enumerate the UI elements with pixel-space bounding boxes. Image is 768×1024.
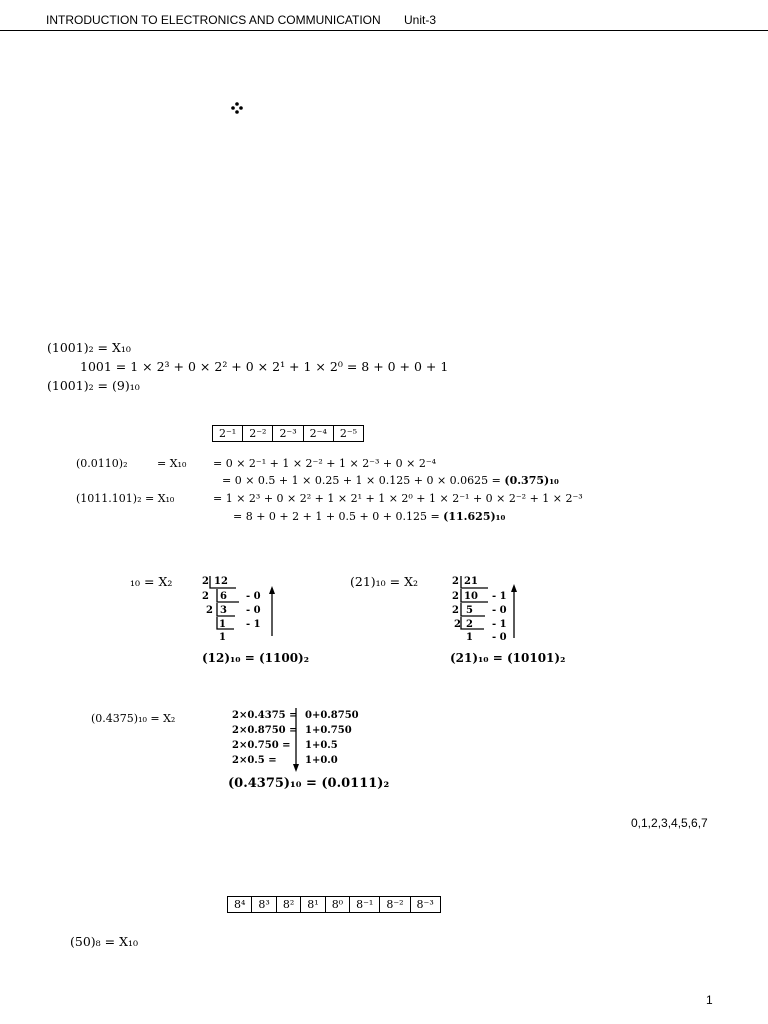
- div12-remainder: - 1: [246, 619, 261, 630]
- div21-figure: [448, 574, 566, 668]
- power-cell: 2⁻⁵: [333, 426, 363, 442]
- div21-quotient: 2: [466, 619, 473, 630]
- div21-remainder: - 1: [492, 591, 507, 602]
- div21-divisor: 2: [452, 576, 459, 587]
- div12-quotient: 1: [219, 619, 226, 630]
- fracconv-result-step: 1+0.750: [305, 725, 352, 736]
- diamond-bullet-icon: [231, 99, 243, 118]
- div12-quotient: 1: [219, 632, 226, 643]
- frac-b-rhs2: [233, 510, 505, 523]
- div21-label: (21)₁₀ = X₂: [350, 574, 419, 589]
- div12-label: ₁₀ = X₂: [130, 574, 173, 589]
- frac-a-rhs1: = 0 × 2⁻¹ + 1 × 2⁻² + 1 × 2⁻³ + 0 × 2⁻⁴: [213, 457, 437, 470]
- header-rule: [0, 30, 768, 31]
- power-cell: 2⁻⁴: [303, 426, 333, 442]
- div21-divisor: 2: [452, 591, 459, 602]
- fractional-powers-table: [212, 425, 364, 442]
- octal-power-cell: 8⁻³: [410, 897, 440, 913]
- div21-divisor: 2: [452, 605, 459, 616]
- frac-a-eq: = X₁₀: [157, 457, 187, 470]
- div12-remainder: - 0: [246, 591, 261, 602]
- div12-remainder: - 0: [246, 605, 261, 616]
- div21-quotient: 21: [464, 576, 478, 587]
- octal-power-cell: 8²: [276, 897, 300, 913]
- binary-example-line1: (1001)₂ = X₁₀: [47, 340, 131, 355]
- octal-powers-table: [227, 896, 441, 913]
- fracconv-step: 2×0.750 =: [232, 740, 291, 751]
- power-cell: 2⁻²: [243, 426, 273, 442]
- fracconv-result-step: 1+0.0: [305, 755, 338, 766]
- page-number: 1: [706, 993, 713, 1007]
- frac-a-rhs2-text: = 0 × 0.5 + 1 × 0.25 + 1 × 0.125 + 0 × 0.0625 =: [222, 474, 505, 487]
- div21-quotient: 1: [466, 632, 473, 643]
- div12-divisor: 2: [206, 605, 213, 616]
- power-cell: 2⁻¹: [213, 426, 243, 442]
- octal-power-cell: 8⁴: [228, 897, 252, 913]
- div21-quotient: 5: [466, 605, 473, 616]
- fracconv-result-step: 0+0.8750: [305, 710, 359, 721]
- fracconv-step: 2×0.5 =: [232, 755, 277, 766]
- binary-example-line3: (1001)₂ = (9)₁₀: [47, 378, 140, 393]
- div12-quotient: 12: [214, 576, 228, 587]
- div21-result: (21)₁₀ = (10101)₂: [450, 651, 566, 665]
- octal-power-cell: 8⁰: [325, 897, 349, 913]
- frac-a-lhs: (0.0110)₂: [76, 457, 128, 470]
- octal-digits: 0,1,2,3,4,5,6,7: [631, 816, 708, 830]
- octal-power-cell: 8³: [252, 897, 276, 913]
- octal-power-cell: 8⁻²: [380, 897, 410, 913]
- fracconv-step: 2×0.8750 =: [232, 725, 298, 736]
- div12-divisor: 2: [202, 576, 209, 587]
- div12-divisor: 2: [202, 591, 209, 602]
- fracconv-result: (0.4375)₁₀ = (0.0111)₂: [228, 776, 390, 791]
- octal-power-cell: 8⁻¹: [350, 897, 380, 913]
- doc-header-title: INTRODUCTION TO ELECTRONICS AND COMMUNICATION: [46, 13, 381, 27]
- octal-example: (50)₈ = X₁₀: [70, 934, 139, 949]
- fracconv-figure: [228, 706, 390, 800]
- div12-quotient: 6: [220, 591, 227, 602]
- fracconv-result-step: 1+0.5: [305, 740, 338, 751]
- div21-remainder: - 0: [492, 632, 507, 643]
- div12-quotient: 3: [220, 605, 227, 616]
- fracconv-label: (0.4375)₁₀ = X₂: [91, 712, 176, 725]
- div12-result: (12)₁₀ = (1100)₂: [202, 651, 309, 665]
- frac-a-result: (0.375)₁₀: [504, 474, 559, 487]
- frac-b-rhs1: = 1 × 2³ + 0 × 2² + 1 × 2¹ + 1 × 2⁰ + 1 × 2⁻¹ + 0 × 2⁻² + 1 × 2⁻³: [213, 492, 583, 505]
- doc-header-unit: Unit-3: [404, 13, 437, 27]
- div21-remainder: - 1: [492, 619, 507, 630]
- frac-a-rhs2: [222, 474, 559, 487]
- octal-power-cell: 8¹: [301, 897, 325, 913]
- frac-b-result: (11.625)₁₀: [443, 510, 506, 523]
- div21-divisor: 2: [454, 619, 461, 630]
- div21-remainder: - 0: [492, 605, 507, 616]
- frac-b-rhs2-text: = 8 + 0 + 2 + 1 + 0.5 + 0 + 0.125 =: [233, 510, 444, 523]
- power-cell: 2⁻³: [273, 426, 303, 442]
- fracconv-step: 2×0.4375 =: [232, 710, 298, 721]
- binary-example-line2: 1001 = 1 × 2³ + 0 × 2² + 0 × 2¹ + 1 × 2⁰ = 8 + 0 + 0 + 1: [80, 359, 449, 374]
- div12-figure: [196, 574, 309, 668]
- frac-b-lhs: (1011.101)₂ = X₁₀: [76, 492, 175, 505]
- div21-quotient: 10: [464, 591, 478, 602]
